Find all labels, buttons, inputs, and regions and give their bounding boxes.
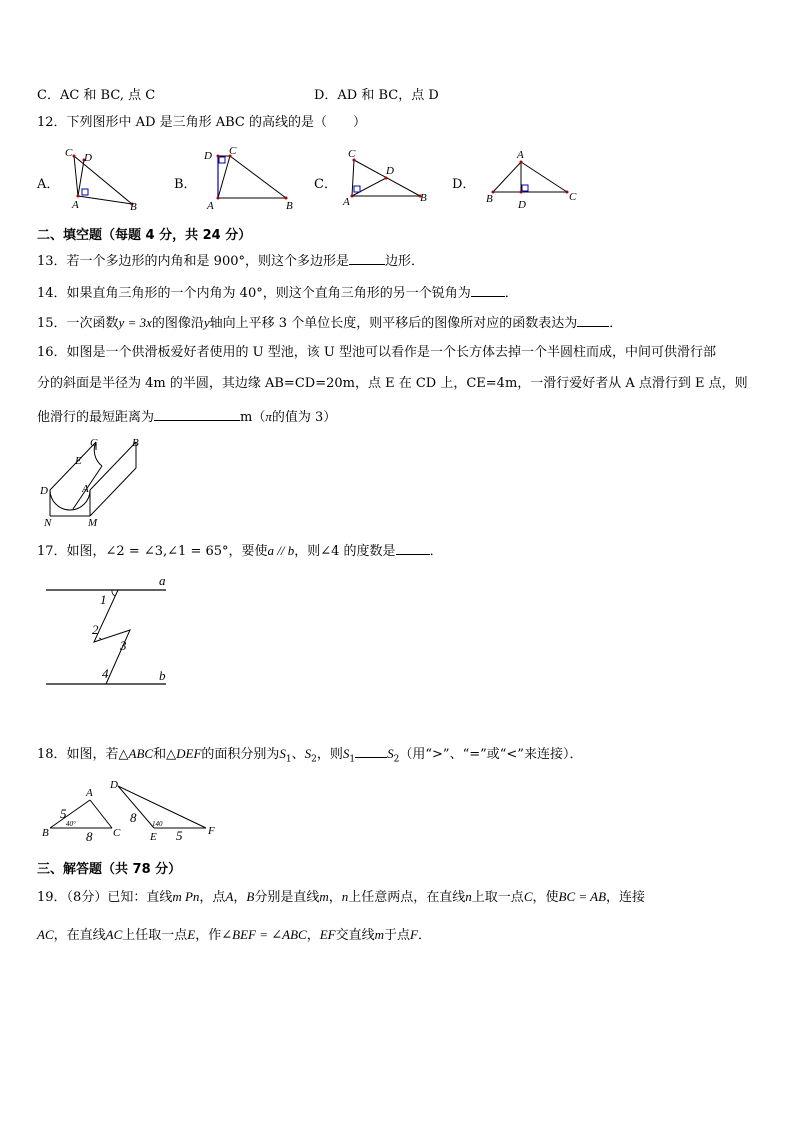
q16-line-2: 分的斜面是半径为 4m 的半圆，其边缘 AB=CD=20m，点 E 在 CD 上，CE=4m，一滑行爱好者从 A 点滑行到 E 点，则 [37,376,748,391]
q18-label-c: C [113,827,121,839]
q14-blank[interactable] [471,284,505,297]
q12b-label-a: A [207,200,214,212]
q12c-label-a: A [343,196,350,208]
q16-label-c: C [90,437,98,449]
q15-blank[interactable] [577,314,609,327]
q12a-label-a: A [72,199,79,211]
q11-option-c: C．AC 和 BC, 点 C [37,88,156,103]
q17-blank[interactable] [396,542,430,555]
q17-label-3: 3 [120,638,127,653]
q13-blank[interactable] [349,252,385,265]
q16-label-a: A [82,483,89,495]
q12b-label-d: D [204,150,212,162]
q17-label-1: 1 [100,592,107,607]
q18-label-f: F [208,825,215,837]
q12-option-b-label: B． [174,177,197,192]
q15-question: 15．一次函数y = 3x的图像沿y轴向上平移 3 个单位长度，则平移后的图像所对应的函数表达为 ． [37,315,623,331]
q16-label-d: D [40,485,48,497]
section-answer-heading: 三、解答题（共 78 分） [37,862,182,877]
q18-label-angle-140: 140 [152,820,163,828]
q11-option-d: D．AD 和 BC，点 D [314,88,439,103]
q18-label-d: D [110,779,118,791]
q16-line-3: 他滑行的最短距离为 m（π的值为 3） [37,409,337,425]
q18-label-a: A [86,787,93,799]
q12-figure-d [483,148,583,210]
q12-option-a-label: A． [37,177,60,192]
q12-option-c-label: C． [314,177,337,192]
q16-u-pool-figure [40,436,160,528]
q19-line-1: 19．（8分）已知：直线m Pn，点A，B分别是直线m，n上任意两点，在直线n上取一点C，使BC = AB，连接 [37,889,646,905]
q12c-label-c: C [348,148,356,160]
q17-question: 17．如图，∠2 = ∠3,∠1 = 65°，要使a // b，则∠4 的度数是 ． [37,543,443,559]
q16-label-b: B [132,437,139,449]
q12a-label-c: C [65,147,73,159]
q18-label-angle-40: 40° [66,820,76,828]
q18-label-e: E [150,831,157,843]
q16-line-1: 16．如图是一个供滑板爱好者使用的 U 型池，该 U 型池可以看作是一个长方体去掉一个半圆柱而成，中间可供滑行部 [37,345,716,360]
q17-label-a: a [159,573,166,588]
q16-blank[interactable] [154,408,240,421]
q18-label-de-8: 8 [130,810,137,825]
q12c-label-d: D [386,165,394,177]
q12d-label-c: C [569,191,577,203]
q18-label-ab-5: 5 [60,806,67,821]
q12-option-d-label: D． [452,177,476,192]
q18-label-bc-8: 8 [86,829,93,844]
q12d-label-b: B [486,193,493,205]
q18-label-ef-5: 5 [176,828,183,843]
q12-figure-b [200,146,300,211]
q12-figure-c [340,148,435,210]
q18-triangles-figure [40,776,230,842]
q12a-label-d: D [84,152,92,164]
q12b-label-c: C [229,145,237,157]
q12d-label-a: A [517,149,524,161]
q18-label-b: B [42,827,49,839]
q12-figure-a [60,146,145,211]
q12c-label-b: B [420,192,427,204]
q16-label-e: E [75,455,82,467]
q16-label-n: N [44,517,52,529]
q16-label-m: M [88,517,98,529]
q18-blank[interactable] [355,745,387,758]
q17-parallel-lines-figure [44,572,184,692]
q17-label-4: 4 [102,666,109,681]
q13-question: 13．若一个多边形的内角和是 900°，则这个多边形是 边形． [37,254,425,269]
q14-question: 14．如果直角三角形的一个内角为 40°，则这个直角三角形的另一个锐角为 ． [37,286,518,301]
q12b-label-b: B [286,200,293,212]
q12d-label-d: D [518,199,526,211]
q18-question: 18．如图，若△ABC和△DEF的面积分别为$S_1$、$S_2$，则$S_1$ $S_2$（用“>”、“=”或“<”来连接）． [37,746,583,765]
q12-question: 12．下列图形中 AD 是三角形 ABC 的高线的是（ ） [37,115,367,130]
q17-label-2: 2 [92,622,99,637]
q12a-label-b: B [130,201,137,213]
q17-label-b: b [159,668,166,683]
q19-line-2: AC，在直线AC上任取一点E，作∠BEF = ∠ABC，EF交直线m于点F． [37,927,431,943]
section-fill-in-heading: 二、填空题（每题 4 分，共 24 分） [37,228,252,243]
